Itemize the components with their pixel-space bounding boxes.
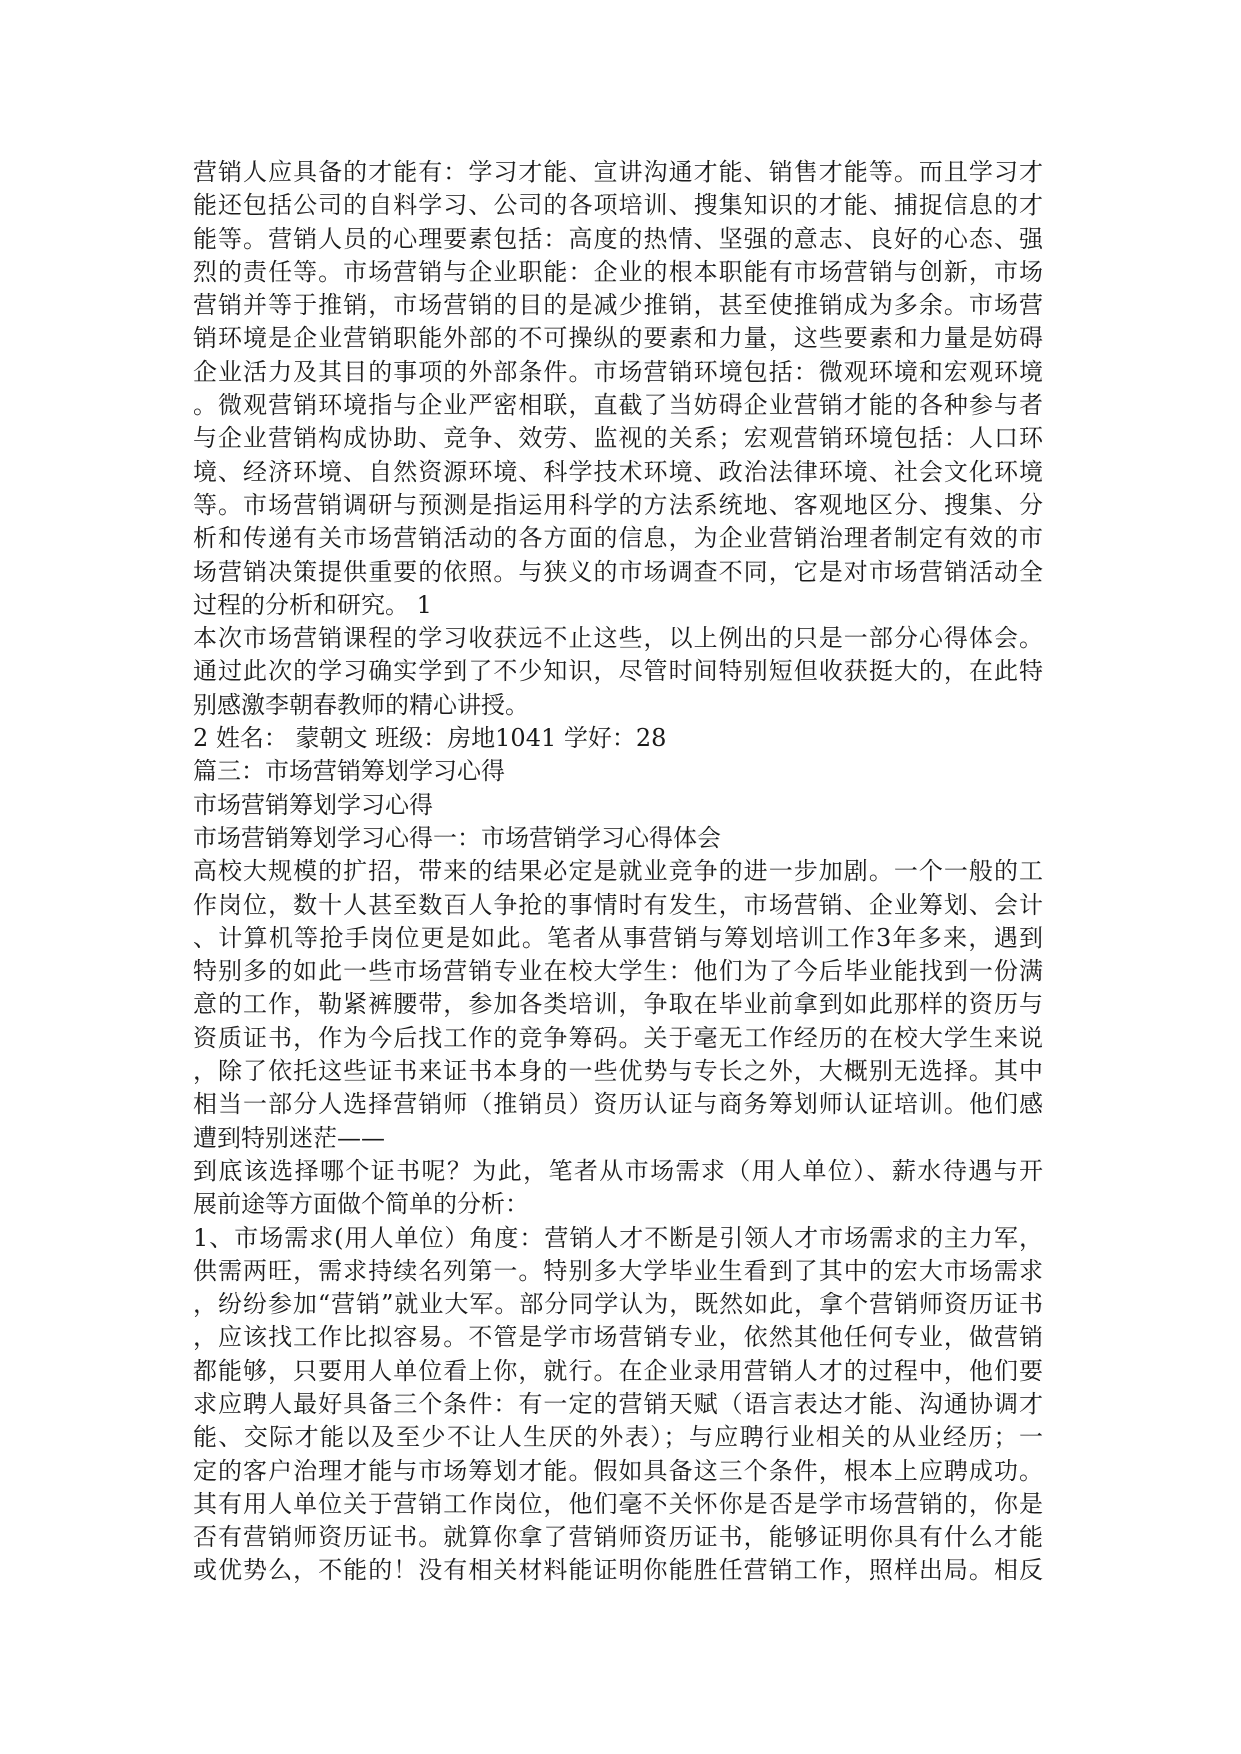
text-line: 展前途等方面做个简单的分析： bbox=[193, 1190, 529, 1219]
text-line: 否有营销师资历证书。就算你拿了营销师资历证书，能够证明你具有什么才能 bbox=[193, 1523, 1043, 1552]
document-page bbox=[193, 156, 1043, 1588]
text-line: 意的工作，勒紧裤腰带，参加各类培训，争取在毕业前拿到如此那样的资历与 bbox=[193, 990, 1043, 1019]
text-line: 能等。营销人员的心理要素包括：高度的热情、坚强的意志、良好的心态、强 bbox=[193, 224, 1043, 253]
text-line: 其有用人单位关于营销工作岗位，他们毫不关怀你是否是学市场营销的，你是 bbox=[193, 1489, 1043, 1518]
text-line: 本次市场营销课程的学习收获远不止这些，以上例出的只是一部分心得体会。 bbox=[193, 624, 1043, 653]
text-line: 市场营销筹划学习心得一：市场营销学习心得体会 bbox=[193, 823, 721, 852]
text-line: 遭到特别迷茫—— bbox=[193, 1123, 385, 1152]
text-line: 等。市场营销调研与预测是指运用科学的方法系统地、客观地区分、搜集、分 bbox=[193, 490, 1043, 519]
text-line: 境、经济环境、自然资源环境、科学技术环境、政治法律环境、社会文化环境 bbox=[193, 457, 1043, 486]
text-line: 2 姓名： 蒙朝文 班级：房地1041 学好：28 bbox=[193, 724, 667, 753]
text-line: 高校大规模的扩招，带来的结果必定是就业竞争的进一步加剧。一个一般的工 bbox=[193, 857, 1043, 886]
text-line: 能还包括公司的自料学习、公司的各项培训、搜集知识的才能、捕捉信息的才 bbox=[193, 191, 1043, 220]
text-line: 销环境是企业营销职能外部的不可操纵的要素和力量，这些要素和力量是妨碍 bbox=[193, 324, 1043, 353]
text-line: 与企业营销构成协助、竞争、效劳、监视的关系；宏观营销环境包括：人口环 bbox=[193, 424, 1043, 453]
text-line: ，除了依托这些证书来证书本身的一些优势与专长之外，大概别无选择。其中 bbox=[193, 1057, 1043, 1086]
text-line: 定的客户治理才能与市场筹划才能。假如具备这三个条件，根本上应聘成功。 bbox=[193, 1456, 1043, 1485]
text-line: 场营销决策提供重要的依照。与狭义的市场调查不同，它是对市场营销活动全 bbox=[193, 557, 1043, 586]
text-line: 能、交际才能以及至少不让人生厌的外表）；与应聘行业相关的从业经历；一 bbox=[193, 1423, 1043, 1452]
text-line: 。微观营销环境指与企业严密相联，直截了当妨碍企业营销才能的各种参与者 bbox=[193, 391, 1043, 420]
text-line: 市场营销筹划学习心得 bbox=[193, 790, 433, 819]
text-line: ，纷纷参加“营销”就业大军。部分同学认为，既然如此，拿个营销师资历证书 bbox=[193, 1290, 1043, 1319]
text-line: 营销并等于推销，市场营销的目的是减少推销，甚至使推销成为多余。市场营 bbox=[193, 291, 1043, 320]
text-line: 别感激李朝春教师的精心讲授。 bbox=[193, 690, 529, 719]
text-line: 篇三：市场营销筹划学习心得 bbox=[193, 757, 505, 786]
text-line: 析和传递有关市场营销活动的各方面的信息，为企业营销治理者制定有效的市 bbox=[193, 524, 1043, 553]
text-line: 或优势么，不能的！没有相关材料能证明你能胜任营销工作，照样出局。相反 bbox=[193, 1556, 1043, 1585]
text-line: 资质证书，作为今后找工作的竞争筹码。关于毫无工作经历的在校大学生来说 bbox=[193, 1023, 1043, 1052]
text-line: 通过此次的学习确实学到了不少知识，尽管时间特别短但收获挺大的，在此特 bbox=[193, 657, 1043, 686]
text-line: 烈的责任等。市场营销与企业职能：企业的根本职能有市场营销与创新，市场 bbox=[193, 257, 1043, 286]
text-line: 供需两旺，需求持续名列第一。特别多大学毕业生看到了其中的宏大市场需求 bbox=[193, 1256, 1043, 1285]
text-line: 特别多的如此一些市场营销专业在校大学生：他们为了今后毕业能找到一份满 bbox=[193, 957, 1043, 986]
text-line: 1、市场需求(用人单位）角度：营销人才不断是引领人才市场需求的主力军， bbox=[193, 1223, 1043, 1252]
text-line: 求应聘人最好具备三个条件：有一定的营销天赋（语言表达才能、沟通协调才 bbox=[193, 1389, 1043, 1418]
text-line: 作岗位，数十人甚至数百人争抢的事情时有发生，市场营销、企业筹划、会计 bbox=[193, 890, 1043, 919]
text-line: 相当一部分人选择营销师（推销员）资历认证与商务筹划师认证培训。他们感 bbox=[193, 1090, 1043, 1119]
text-line: 都能够，只要用人单位看上你，就行。在企业录用营销人才的过程中，他们要 bbox=[193, 1356, 1043, 1385]
text-line: ，应该找工作比拟容易。不管是学市场营销专业，依然其他任何专业，做营销 bbox=[193, 1323, 1043, 1352]
text-line: 营销人应具备的才能有：学习才能、宣讲沟通才能、销售才能等。而且学习才 bbox=[193, 158, 1043, 186]
text-line: 过程的分析和研究。 1 bbox=[193, 590, 432, 619]
text-line: 到底该选择哪个证书呢？为此，笔者从市场需求（用人单位）、薪水待遇与开 bbox=[193, 1156, 1043, 1185]
text-line: 企业活力及其目的事项的外部条件。市场营销环境包括：微观环境和宏观环境 bbox=[193, 357, 1043, 386]
text-line: 、计算机等抢手岗位更是如此。笔者从事营销与筹划培训工作3年多来，遇到 bbox=[193, 923, 1043, 952]
